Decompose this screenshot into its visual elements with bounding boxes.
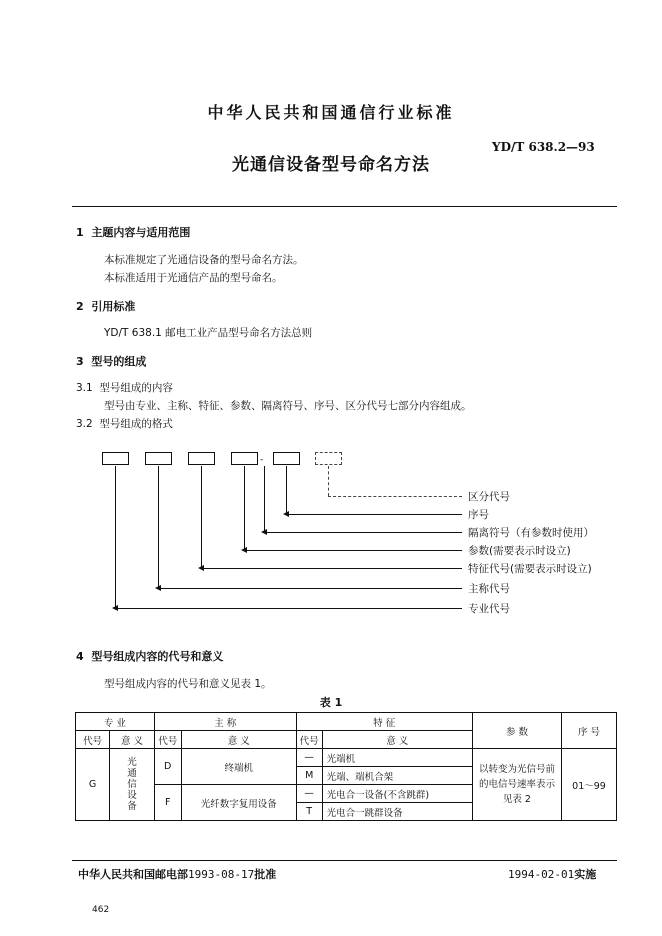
section-title: 型号组成的内容 xyxy=(99,382,173,394)
standard-name: 中华人民共和国通信行业标准 xyxy=(207,103,455,122)
header-parameter: 参 数 xyxy=(472,713,561,749)
section-title: 型号组成的格式 xyxy=(99,418,173,430)
footer-rule xyxy=(72,860,617,861)
connector-distinguish-v xyxy=(328,466,329,496)
label-feature: 特征代号(需要表示时设立) xyxy=(468,563,592,575)
connector-specialty-v xyxy=(115,466,116,608)
footer-issuer: 中华人民共和国邮电部 xyxy=(78,868,188,881)
document-title: 光通信设备型号命名方法 xyxy=(232,155,430,175)
section-2-heading xyxy=(76,298,135,314)
connector-specialty-h xyxy=(115,608,462,609)
section-title: 主题内容与适用范围 xyxy=(91,226,191,239)
arrow-icon xyxy=(198,565,204,571)
section-1-heading xyxy=(76,224,190,240)
cell-sequence: 01～99 xyxy=(562,749,617,821)
connector-sequence-v xyxy=(286,466,287,514)
connector-main-name-v xyxy=(158,466,159,588)
section-3-2-heading xyxy=(76,416,173,431)
section-number: 1 xyxy=(76,226,84,239)
box-feature xyxy=(188,452,215,465)
cell-feature-code: — xyxy=(296,785,322,803)
section-title: 型号组成内容的代号和意义 xyxy=(91,650,224,663)
connector-main-name-h xyxy=(158,588,462,589)
connector-feature-h xyxy=(201,568,462,569)
table-caption: 表 1 xyxy=(319,696,343,709)
standard-code: YD/T 638.2—93 xyxy=(492,140,595,154)
cell-feature-code: M xyxy=(296,767,322,785)
cell-feature-meaning: 光电合一跳群设备 xyxy=(322,803,472,821)
footer-approved-word: 批准 xyxy=(254,868,277,881)
label-main-name: 主称代号 xyxy=(468,583,510,595)
cell-feature-code: T xyxy=(296,803,322,821)
box-specialty xyxy=(102,452,129,465)
arrow-icon xyxy=(112,605,118,611)
label-specialty: 专业代号 xyxy=(468,603,510,615)
header-code: 代号 xyxy=(76,731,110,749)
connector-distinguish-h xyxy=(328,496,462,497)
header-code: 代号 xyxy=(154,731,181,749)
cell-specialty-meaning: 光通信设备 xyxy=(110,749,155,821)
section-number: 3 xyxy=(76,355,84,368)
label-separator: 隔离符号（有参数时使用） xyxy=(468,527,594,539)
connector-separator-v xyxy=(264,466,265,532)
box-distinguish xyxy=(315,452,342,465)
section-4-line: 型号组成内容的代号和意义见表 1。 xyxy=(104,678,272,690)
section-3-heading xyxy=(76,353,146,369)
footer-impl-date: 1994-02-01 xyxy=(508,868,575,881)
cell-parameter: 以转变为光信号前的电信号速率表示见表 2 xyxy=(472,749,561,821)
header-specialty: 专 业 xyxy=(76,713,155,731)
cell-feature-code: — xyxy=(296,749,322,767)
label-parameter: 参数(需要表示时设立) xyxy=(468,545,571,557)
cell-specialty-code: G xyxy=(76,749,110,821)
cell-main-code-d: D xyxy=(154,749,181,785)
cell-feature-meaning: 光端、端机合架 xyxy=(322,767,472,785)
separator-mark: - xyxy=(260,455,264,465)
section-3-1-line: 型号由专业、主称、特征、参数、隔离符号、序号、区分代号七部分内容组成。 xyxy=(104,400,472,412)
label-distinguish: 区分代号 xyxy=(468,491,510,503)
cell-main-code-f: F xyxy=(154,785,181,821)
header-rule xyxy=(72,206,617,207)
cell-main-meaning-d: 终端机 xyxy=(181,749,296,785)
connector-sequence-h xyxy=(286,514,462,515)
section-1-line-2: 本标准适用于光通信产品的型号命名。 xyxy=(104,272,283,284)
footer-approval xyxy=(78,866,276,882)
header-meaning: 意 义 xyxy=(110,731,155,749)
cell-feature-meaning: 光电合一设备(不含跳群) xyxy=(322,785,472,803)
section-3-1-heading xyxy=(76,380,173,395)
footer-approved-date: 1993-08-17 xyxy=(188,868,255,881)
box-parameter xyxy=(231,452,258,465)
header-meaning: 意 义 xyxy=(181,731,296,749)
connector-parameter-v xyxy=(244,466,245,550)
label-sequence: 序号 xyxy=(468,509,489,521)
section-title: 型号的组成 xyxy=(91,355,147,368)
page-number: 462 xyxy=(92,905,110,915)
section-number: 4 xyxy=(76,650,84,663)
arrow-icon xyxy=(283,511,289,517)
section-number: 3.1 xyxy=(76,382,93,394)
footer-implementation xyxy=(508,866,596,882)
section-title: 引用标准 xyxy=(91,300,136,313)
section-1-line-1: 本标准规定了光通信设备的型号命名方法。 xyxy=(104,254,304,266)
header-main-name: 主 称 xyxy=(154,713,296,731)
box-main-name xyxy=(145,452,172,465)
cell-feature-meaning: 光端机 xyxy=(322,749,472,767)
header-code: 代号 xyxy=(296,731,322,749)
section-number: 3.2 xyxy=(76,418,93,430)
arrow-icon xyxy=(241,547,247,553)
section-4-heading xyxy=(76,648,223,664)
section-number: 2 xyxy=(76,300,84,313)
arrow-icon xyxy=(261,529,267,535)
connector-separator-h xyxy=(264,532,462,533)
header-sequence: 序 号 xyxy=(562,713,617,749)
connector-feature-v xyxy=(201,466,202,568)
footer-impl-word: 实施 xyxy=(574,868,597,881)
cell-main-meaning-f: 光纤数字复用设备 xyxy=(181,785,296,821)
header-meaning: 意 义 xyxy=(322,731,472,749)
arrow-icon xyxy=(155,585,161,591)
box-sequence xyxy=(273,452,300,465)
connector-parameter-h xyxy=(244,550,462,551)
table-1 xyxy=(75,712,617,821)
section-2-line: YD/T 638.1 邮电工业产品型号命名方法总则 xyxy=(104,327,313,339)
header-feature: 特 征 xyxy=(296,713,472,731)
